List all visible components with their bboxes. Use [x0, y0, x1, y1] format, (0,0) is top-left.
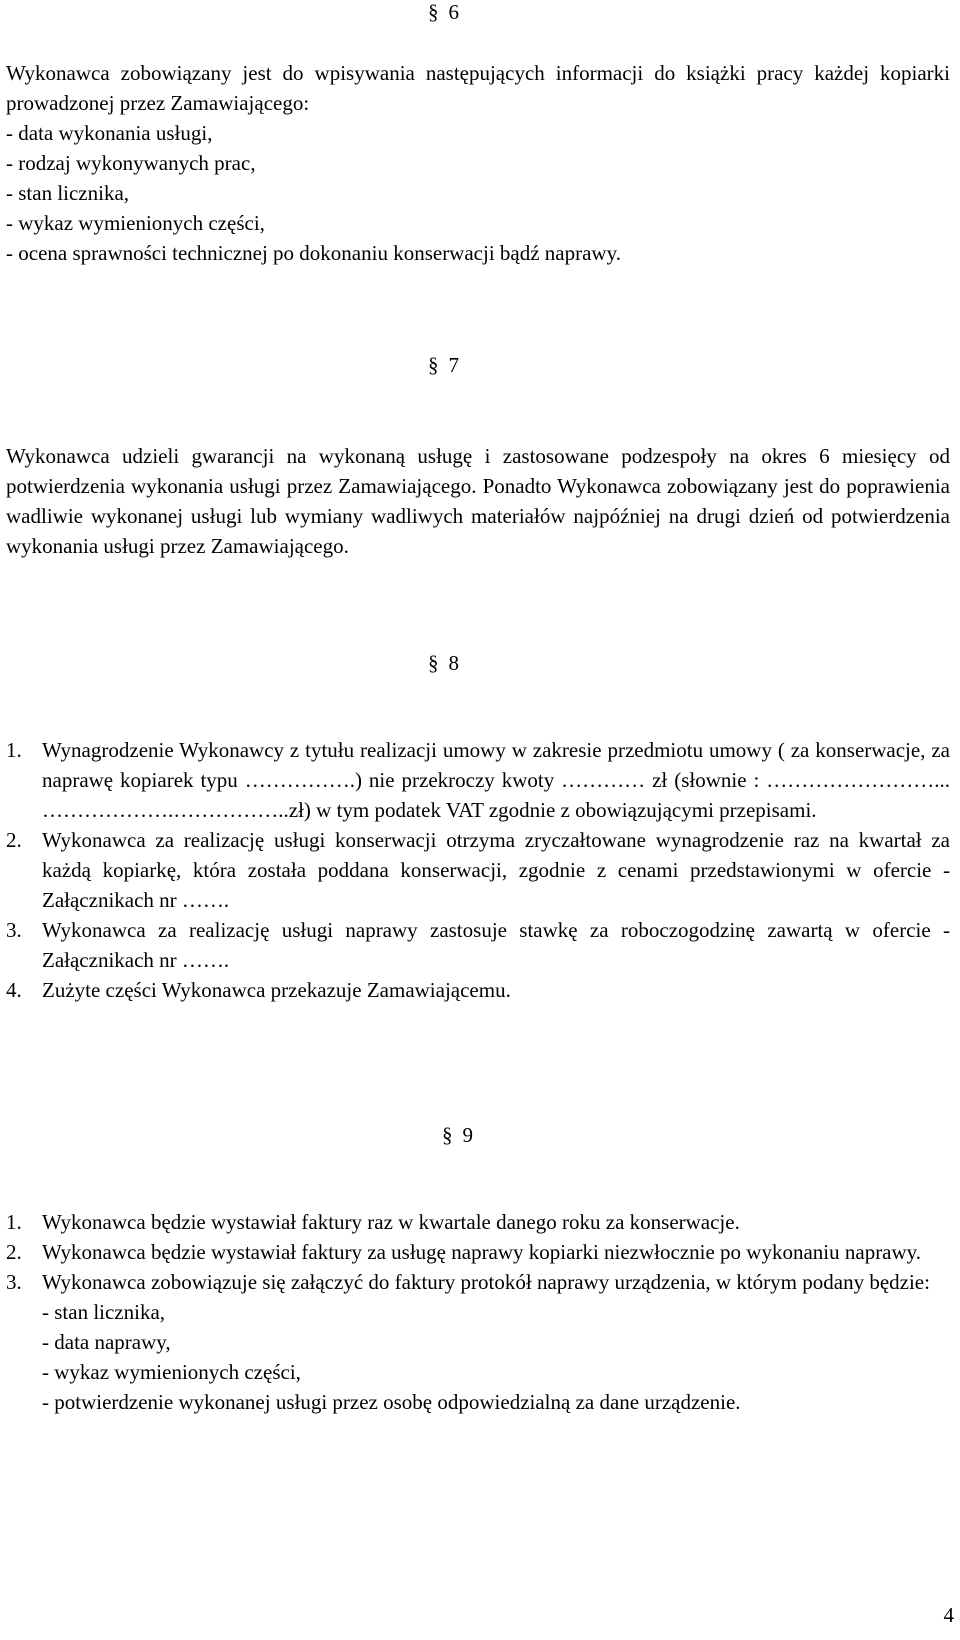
item-number: 1. — [6, 738, 22, 762]
list-item — [6, 1267, 950, 1417]
list-item: - stan licznika, — [6, 181, 130, 205]
section-heading-7 — [428, 350, 459, 380]
section-7-text: Wykonawca udzieli gwarancji na wykonaną usługę i zastosowane podzespoły na okres 6 miesięcy od potwierdzenia wykonania usługi przez Zamawiającego. Ponadto Wykonawca zobowiązany jest do poprawienia wadliwie wykonanej usługi lub wymiany wadliwych materiałów najpóźniej na drugi dzień od potwierdzenia wykonania usługi przez Zamawiającego. — [6, 444, 950, 558]
section-number: 6 — [448, 0, 459, 24]
section-9-list — [6, 1207, 950, 1417]
sub-list-item: - wykaz wymienionych części, — [42, 1360, 301, 1384]
item-text: Wykonawca będzie wystawiał faktury raz w kwartale danego roku za konserwacje. — [42, 1210, 740, 1234]
item-number: 4. — [6, 978, 22, 1002]
section-heading-6 — [428, 0, 459, 27]
list-item — [6, 1237, 950, 1267]
item-number: 3. — [6, 1270, 22, 1294]
section-sign: § — [428, 0, 439, 24]
list-item: - wykaz wymienionych części, — [6, 211, 265, 235]
list-item — [6, 825, 950, 915]
item-text: Wykonawca za realizację usługi konserwacji otrzyma zryczałtowane wynagrodzenie raz na kwartał za każdą kopiarkę, która została poddana konserwacji, zgodnie z cenami przedstawionymi w ofercie - Załącznikach nr ……. — [42, 828, 950, 912]
list-item — [6, 915, 950, 975]
list-item — [6, 975, 950, 1005]
sub-list-item: - potwierdzenie wykonanej usługi przez osobę odpowiedzialną za dane urządzenie. — [42, 1390, 741, 1414]
item-number: 2. — [6, 1240, 22, 1264]
section-sign: § — [428, 353, 439, 377]
list-item: - rodzaj wykonywanych prac, — [6, 151, 256, 175]
section-heading-9 — [442, 1120, 473, 1150]
item-text: Wynagrodzenie Wykonawcy z tytułu realizacji umowy w zakresie przedmiotu umowy ( za konserwacje, za naprawę kopiarek typu …………….) nie przekroczy kwoty ………… zł (słownie : ……………………... ……………….……………..zł) w tym podatek VAT zgodnie z obowiązującymi przepisami. — [42, 738, 950, 822]
list-item: - data wykonania usługi, — [6, 121, 213, 145]
section-number: 7 — [448, 353, 459, 377]
item-number: 3. — [6, 918, 22, 942]
section-number: 9 — [462, 1123, 473, 1147]
section-heading-8 — [428, 648, 459, 678]
list-item — [6, 1207, 950, 1237]
section-6-intro: Wykonawca zobowiązany jest do wpisywania następujących informacji do książki pracy każdej kopiarki prowadzonej przez Zamawiającego: — [6, 61, 950, 115]
protocol-contents-list — [42, 1297, 950, 1417]
list-item — [6, 735, 950, 825]
item-text: Wykonawca będzie wystawiał faktury za usługę naprawy kopiarki niezwłocznie po wykonaniu naprawy. — [42, 1240, 922, 1264]
page-number: 4 — [943, 1603, 954, 1627]
item-text: Zużyte części Wykonawca przekazuje Zamawiającemu. — [42, 978, 511, 1002]
section-sign: § — [442, 1123, 453, 1147]
section-6-list — [6, 118, 950, 268]
sub-list-item: - stan licznika, — [42, 1300, 166, 1324]
item-number: 1. — [6, 1210, 22, 1234]
section-sign: § — [428, 651, 439, 675]
list-item: - ocena sprawności technicznej po dokonaniu konserwacji bądź naprawy. — [6, 241, 621, 265]
section-number: 8 — [448, 651, 459, 675]
item-text: Wykonawca za realizację usługi naprawy zastosuje stawkę za roboczogodzinę zawartą w ofercie - Załącznikach nr ……. — [42, 918, 950, 972]
item-text: Wykonawca zobowiązuje się załączyć do faktury protokół naprawy urządzenia, w którym podany będzie: — [42, 1270, 930, 1294]
sub-list-item: - data naprawy, — [42, 1330, 171, 1354]
section-8-list — [6, 735, 950, 1005]
item-number: 2. — [6, 828, 22, 852]
